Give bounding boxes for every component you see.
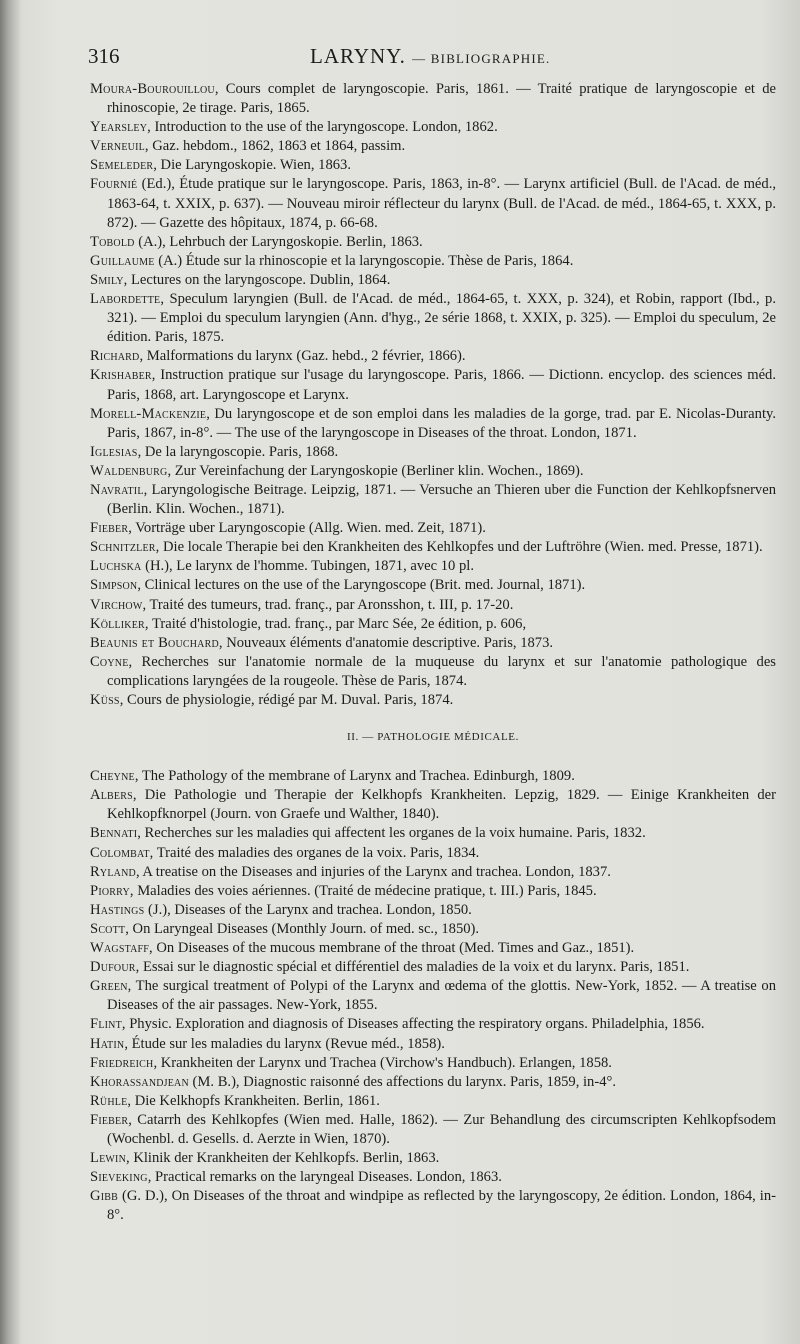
- entry-text: (H.), Le larynx de l'homme. Tubingen, 1871, avec 10 pl.: [141, 558, 474, 575]
- entry-text: , Lectures on the laryngoscope. Dublin, 1864.: [123, 271, 391, 288]
- running-title-main: LARYNY.: [310, 44, 406, 68]
- bibliography-entry: [90, 1111, 776, 1149]
- entry-text: (A.), Lehrbuch der Laryngoskopie. Berlin, 1863.: [134, 233, 423, 250]
- entry-text: , Laryngologische Beitrage. Leipzig, 1871. — Versuche an Thieren uber die Function der Kehlkopfsnerven (Berlin. Klin. Wochen., 1871).: [107, 481, 776, 518]
- bibliography-entry: [90, 1035, 776, 1054]
- entry-author: Albers: [90, 787, 133, 804]
- bibliography-entry: [90, 1168, 776, 1187]
- entry-author: Luchska: [90, 558, 142, 575]
- entry-author: Iglesias: [90, 443, 138, 460]
- entry-author: Verneuil: [90, 138, 145, 155]
- entry-author: Sieveking: [90, 1169, 148, 1186]
- entry-text: , Recherches sur l'anatomie normale de la muqueuse du larynx et sur l'anatomie pathologique des complications laryngées de la rougeole. Thèse de Paris, 1874.: [107, 653, 776, 689]
- entry-text: , Instruction pratique sur l'usage du laryngoscope. Paris, 1866. — Dictionn. encyclop. des sciences méd. Paris, 1868, art. Laryngoscope et Larynx.: [107, 367, 776, 403]
- entry-author: Coyne: [90, 653, 129, 670]
- bibliography-entry: [90, 347, 776, 366]
- entry-text: (M. B.), Diagnostic raisonné des affections du larynx. Paris, 1859, in-4°.: [188, 1073, 616, 1090]
- entry-author: Fieber: [90, 1111, 129, 1128]
- entry-author: Friedreich: [90, 1054, 154, 1071]
- entry-text: , De la laryngoscopie. Paris, 1868.: [137, 443, 339, 460]
- bibliography-entry: [90, 882, 776, 901]
- entry-text: , Du laryngoscope et de son emploi dans les maladies de la gorge, trad. par E. Nicolas-Duranty. Paris, 1867, in-8°. — The use of the laryngoscope in Diseases of the throat. London, 1871.: [107, 405, 776, 441]
- entry-author: Dufour: [90, 959, 136, 976]
- entry-text: , Maladies des voies aériennes. (Traité de médecine pratique, t. III.) Paris, 1845.: [129, 882, 597, 899]
- bibliography-entry: [90, 557, 776, 576]
- entry-author: Gibb: [90, 1188, 119, 1205]
- entry-text: , Traité d'histologie, trad. franç., par Marc Sée, 2e édition, p. 606,: [144, 615, 527, 632]
- entry-author: Rühle: [90, 1092, 128, 1109]
- entry-text: , Introduction to the use of the laryngoscope. London, 1862.: [147, 119, 498, 136]
- bibliography-entry: [90, 252, 776, 271]
- entry-author: Green: [90, 978, 128, 995]
- bibliography-entry: [90, 1187, 776, 1225]
- entry-text: , Vorträge uber Laryngoscopie (Allg. Wien. med. Zeit, 1871).: [128, 520, 486, 537]
- entry-text: , Die Kelkhopfs Krankheiten. Berlin, 1861.: [127, 1092, 380, 1109]
- bibliography-entry: [90, 481, 776, 519]
- bibliography-entry: [90, 137, 776, 156]
- entry-text: , Speculum laryngien (Bull. de l'Acad. de méd., 1864-65, t. XXX, p. 324), et Robin, rapport (Ibd., p. 321). — Emploi du speculum laryngien (Ann. d'hyg., 2e série 1868, t. XXIX, p. 325). — Emploi du speculum, 2e édition. Paris, 1875.: [107, 291, 776, 346]
- entry-text: , Die Pathologie und Therapie der Kelkhopfs Krankheiten. Lepzig, 1829. — Einige Krankheiten der Kehlkopfknorpel (Journ. von Graefe und Walther, 1840).: [107, 787, 776, 823]
- entry-author: Navratil: [90, 481, 144, 498]
- bibliography-entry: [90, 538, 776, 557]
- entry-text: , Étude sur les maladies du larynx (Revue méd., 1858).: [124, 1035, 445, 1052]
- bibliography-entry: [90, 901, 776, 920]
- entry-text: , Essai sur le diagnostic spécial et différentiel des maladies de la voix et du larynx. Paris, 1851.: [135, 959, 690, 976]
- entry-author: Fournié: [90, 176, 138, 193]
- bibliography-entry: [90, 443, 776, 462]
- entry-author: Simpson: [90, 577, 138, 594]
- entry-author: Hatin: [90, 1035, 125, 1052]
- entry-text: , Catarrh des Kehlkopfes (Wien med. Halle, 1862). — Zur Behandlung des circumscripten Kehlkopfsodem (Wochenbl. d. Gesells. d. Aerzte in Wien, 1870).: [107, 1111, 776, 1147]
- entry-text: , Klinik der Krankheiten der Kehlkopfs. Berlin, 1863.: [126, 1150, 440, 1167]
- bibliography-entry: [90, 596, 776, 615]
- bibliography-entry: [90, 863, 776, 882]
- entry-author: Virchow: [90, 596, 143, 613]
- bibliography-entry: [90, 175, 776, 232]
- bibliography-entry: [90, 1015, 776, 1034]
- entry-text: , Zur Vereinfachung der Laryngoskopie (Berliner klin. Wochen., 1869).: [167, 462, 584, 479]
- entry-text: (J.), Diseases of the Larynx and trachea. London, 1850.: [144, 901, 472, 918]
- entry-text: , Physic. Exploration and diagnosis of Diseases affecting the respiratory organs. Philadelphia, 1856.: [121, 1016, 705, 1033]
- entry-author: Ryland: [90, 863, 136, 880]
- entry-author: Labordette: [90, 291, 161, 308]
- entry-author: Colombat: [90, 844, 150, 861]
- bibliography-entry: [90, 405, 776, 443]
- section-heading: II. — PATHOLOGIE MÉDICALE.: [347, 731, 519, 744]
- bibliography-entry: [90, 844, 776, 863]
- entry-text: , Recherches sur les maladies qui affectent les organes de la voix humaine. Paris, 1832.: [137, 825, 646, 842]
- entry-author: Waldenburg: [90, 462, 168, 479]
- entry-text: (G. D.), On Diseases of the throat and windpipe as reflected by the laryngoscopy, 2e édition. London, 1864, in-8°.: [107, 1188, 776, 1224]
- entry-text: , Nouveaux éléments d'anatomie descriptive. Paris, 1873.: [218, 634, 554, 651]
- entry-text: , Practical remarks on the laryngeal Diseases. London, 1863.: [147, 1169, 502, 1186]
- bibliography-entry: [90, 634, 776, 653]
- entry-author: Küss: [90, 692, 120, 708]
- bibliography-body: [90, 80, 776, 1225]
- bibliography-entry: [90, 156, 776, 175]
- bibliography-entry: [90, 691, 776, 710]
- bibliography-entry: [90, 233, 776, 252]
- entry-author: Khorassandjean: [90, 1073, 189, 1090]
- entry-author: Wagstaff: [90, 940, 150, 957]
- entry-author: Tobold: [90, 233, 135, 250]
- entry-text: , Gaz. hebdom., 1862, 1863 et 1864, passim.: [144, 138, 406, 155]
- entry-text: (Ed.), Étude pratique sur le laryngoscope. Paris, 1863, in-8°. — Larynx artificiel (Bull. de l'Acad. de méd., 1863-64, t. XXIX, p. 637). — Nouveau miroir réflecteur du larynx (Bull. de l'Acad. de méd., 1864-65, t. XXX, p. 872). — Gazette des hôpitaux, 1874, p. 66-68.: [107, 176, 776, 231]
- entry-author: Piorry: [90, 882, 130, 899]
- entry-text: , The Pathology of the membrane of Larynx and Trachea. Edinburgh, 1809.: [134, 768, 575, 785]
- bibliography-entry: [90, 615, 776, 634]
- entry-text: , Traité des tumeurs, trad. franç., par Aronsshon, t. III, p. 17-20.: [142, 596, 514, 613]
- bibliography-entry: [90, 786, 776, 824]
- entry-text: , Clinical lectures on the use of the Laryngoscope (Brit. med. Journal, 1871).: [137, 577, 586, 594]
- running-title-sub: — BIBLIOGRAPHIE.: [412, 51, 551, 66]
- bibliography-entry: [90, 290, 776, 347]
- entry-author: Scott: [90, 920, 126, 937]
- bibliography-entry: [90, 824, 776, 843]
- bibliography-entry: [90, 271, 776, 290]
- entry-author: Richard: [90, 348, 140, 365]
- bibliography-entry: [90, 1092, 776, 1111]
- bibliography-section-2: [90, 767, 776, 1225]
- entry-author: Krishaber: [90, 367, 152, 384]
- entry-text: , Cours de physiologie, rédigé par M. Duval. Paris, 1874.: [119, 692, 454, 708]
- entry-text: , Krankheiten der Larynx und Trachea (Virchow's Handbuch). Erlangen, 1858.: [153, 1054, 612, 1071]
- entry-author: Beaunis et Bouchard: [90, 634, 219, 651]
- entry-author: Morell-Mackenzie: [90, 405, 207, 422]
- entry-text: , Cours complet de laryngoscopie. Paris, 1861. — Traité pratique de laryngoscopie et de rhinoscopie, 2e tirage. Paris, 1865.: [107, 81, 776, 117]
- entry-text: (A.) Étude sur la rhinoscopie et la laryngoscopie. Thèse de Paris, 1864.: [154, 252, 574, 269]
- entry-author: Semeleder: [90, 157, 154, 174]
- entry-author: Fieber: [90, 520, 129, 537]
- entry-author: Moura-Bourouillou: [90, 81, 215, 97]
- bibliography-entry: [90, 366, 776, 404]
- bibliography-entry: [90, 1149, 776, 1168]
- entry-author: Bennati: [90, 825, 138, 842]
- entry-text: , On Laryngeal Diseases (Monthly Journ. of med. sc., 1850).: [125, 920, 480, 937]
- bibliography-entry: [90, 576, 776, 595]
- bibliography-entry: [90, 767, 776, 786]
- entry-text: , Malformations du larynx (Gaz. hebd., 2 février, 1866).: [139, 348, 466, 365]
- bibliography-entry: [90, 519, 776, 538]
- entry-author: Yearsley: [90, 119, 148, 136]
- page-number: 316: [88, 44, 120, 68]
- running-title: [310, 44, 551, 69]
- entry-author: Hastings: [90, 901, 145, 918]
- entry-text: , A treatise on the Diseases and injuries of the Larynx and trachea. London, 1837.: [135, 863, 611, 880]
- bibliography-entry: [90, 80, 776, 118]
- entry-author: Flint: [90, 1016, 122, 1033]
- bibliography-entry: [90, 653, 776, 691]
- page-header: [88, 44, 778, 74]
- bibliography-entry: [90, 1054, 776, 1073]
- entry-author: Smily: [90, 271, 124, 288]
- entry-author: Kölliker: [90, 615, 145, 632]
- entry-text: , Traité des maladies des organes de la voix. Paris, 1834.: [149, 844, 480, 861]
- bibliography-entry: [90, 920, 776, 939]
- bibliography-entry: [90, 939, 776, 958]
- entry-text: , Die locale Therapie bei den Krankheiten des Kehlkopfes und der Luftröhre (Wien. med. Presse, 1871).: [155, 539, 763, 556]
- bibliography-section-1: [90, 80, 776, 710]
- bibliography-entry: [90, 1073, 776, 1092]
- entry-text: , Die Laryngoskopie. Wien, 1863.: [153, 157, 351, 174]
- entry-text: , On Diseases of the mucous membrane of the throat (Med. Times and Gaz., 1851).: [149, 940, 635, 957]
- entry-author: Cheyne: [90, 768, 135, 785]
- entry-text: , The surgical treatment of Polypi of the Larynx and œdema of the glottis. New-York, 1852. — A treatise on Diseases of the air passages. New-York, 1855.: [107, 978, 776, 1014]
- bibliography-entry: [90, 118, 776, 137]
- entry-author: Guillaume: [90, 252, 155, 269]
- entry-author: Lewin: [90, 1150, 127, 1167]
- bibliography-entry: [90, 977, 776, 1015]
- bibliography-entry: [90, 462, 776, 481]
- entry-author: Schnitzler: [90, 539, 156, 556]
- bibliography-entry: [90, 958, 776, 977]
